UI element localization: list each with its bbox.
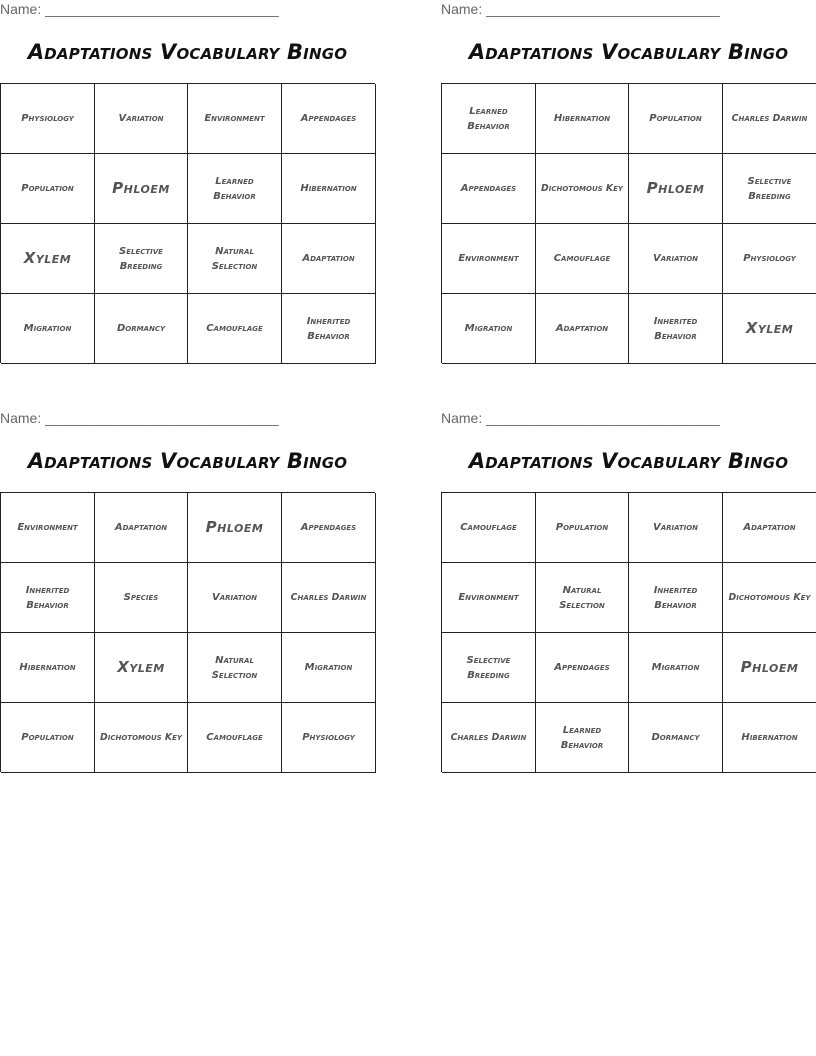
bingo-cell[interactable]: Adaptation bbox=[282, 224, 376, 294]
bingo-cell[interactable]: Camouflage bbox=[442, 493, 536, 563]
bingo-cell[interactable]: Phloem bbox=[95, 154, 188, 224]
bingo-cell[interactable]: Migration bbox=[282, 633, 376, 703]
bingo-cell[interactable]: Environment bbox=[1, 493, 95, 563]
bingo-cell[interactable]: Selective Breeding bbox=[723, 154, 816, 224]
bingo-cell[interactable]: Natural Selection bbox=[188, 224, 282, 294]
bingo-cell[interactable]: Learned Behavior bbox=[188, 154, 282, 224]
bingo-cell[interactable]: Dormancy bbox=[629, 703, 723, 773]
bingo-cell[interactable]: Inherited Behavior bbox=[1, 563, 95, 633]
bingo-cell[interactable]: Camouflage bbox=[188, 703, 282, 773]
bingo-cell[interactable]: Appendages bbox=[282, 84, 376, 154]
bingo-cell[interactable]: Phloem bbox=[629, 154, 723, 224]
bingo-cell[interactable]: Learned Behavior bbox=[536, 703, 629, 773]
bingo-cell[interactable]: Phloem bbox=[723, 633, 816, 703]
bingo-cell[interactable]: Adaptation bbox=[723, 493, 816, 563]
bingo-cell[interactable]: Learned Behavior bbox=[442, 84, 536, 154]
bingo-cell[interactable]: Hibernation bbox=[1, 633, 95, 703]
bingo-cell[interactable]: Environment bbox=[442, 563, 536, 633]
name-field[interactable]: Name: ______________________________ bbox=[0, 410, 279, 426]
bingo-cell[interactable]: Dichotomous Key bbox=[536, 154, 629, 224]
bingo-cell[interactable]: Charles Darwin bbox=[723, 84, 816, 154]
bingo-cell[interactable]: Species bbox=[95, 563, 188, 633]
bingo-cell[interactable]: Natural Selection bbox=[188, 633, 282, 703]
bingo-cell[interactable]: Hibernation bbox=[536, 84, 629, 154]
bingo-cell[interactable]: Environment bbox=[442, 224, 536, 294]
bingo-grid bbox=[0, 492, 375, 772]
bingo-cell[interactable]: Population bbox=[536, 493, 629, 563]
bingo-cell[interactable]: Camouflage bbox=[536, 224, 629, 294]
bingo-grid bbox=[441, 492, 816, 772]
bingo-cell[interactable]: Xylem bbox=[723, 294, 816, 364]
bingo-cell[interactable]: Population bbox=[1, 154, 95, 224]
bingo-cell[interactable]: Physiology bbox=[282, 703, 376, 773]
bingo-cell[interactable]: Selective Breeding bbox=[95, 224, 188, 294]
bingo-cell[interactable]: Inherited Behavior bbox=[629, 563, 723, 633]
bingo-cell[interactable]: Inherited Behavior bbox=[629, 294, 723, 364]
bingo-grid bbox=[441, 83, 816, 363]
bingo-cell[interactable]: Appendages bbox=[536, 633, 629, 703]
bingo-cell[interactable]: Variation bbox=[629, 224, 723, 294]
bingo-cell[interactable]: Charles Darwin bbox=[442, 703, 536, 773]
bingo-grid bbox=[0, 83, 375, 363]
bingo-cell[interactable]: Population bbox=[1, 703, 95, 773]
bingo-cell[interactable]: Adaptation bbox=[536, 294, 629, 364]
bingo-cell[interactable]: Variation bbox=[188, 563, 282, 633]
bingo-cell[interactable]: Dichotomous Key bbox=[723, 563, 816, 633]
bingo-cell[interactable]: Dichotomous Key bbox=[95, 703, 188, 773]
bingo-cell[interactable]: Physiology bbox=[1, 84, 95, 154]
bingo-cell[interactable]: Selective Breeding bbox=[442, 633, 536, 703]
card-title: Adaptations Vocabulary Bingo bbox=[468, 449, 789, 473]
name-field[interactable]: Name: ______________________________ bbox=[441, 410, 720, 426]
bingo-cell[interactable]: Migration bbox=[1, 294, 95, 364]
bingo-cell[interactable]: Natural Selection bbox=[536, 563, 629, 633]
card-title: Adaptations Vocabulary Bingo bbox=[468, 40, 789, 64]
bingo-cell[interactable]: Appendages bbox=[442, 154, 536, 224]
card-title: Adaptations Vocabulary Bingo bbox=[27, 449, 348, 473]
bingo-cell[interactable]: Variation bbox=[629, 493, 723, 563]
bingo-cell[interactable]: Environment bbox=[188, 84, 282, 154]
name-field[interactable]: Name: ______________________________ bbox=[0, 1, 279, 17]
bingo-cell[interactable]: Adaptation bbox=[95, 493, 188, 563]
bingo-cell[interactable]: Population bbox=[629, 84, 723, 154]
bingo-cell[interactable]: Inherited Behavior bbox=[282, 294, 376, 364]
bingo-cell[interactable]: Xylem bbox=[95, 633, 188, 703]
bingo-cell[interactable]: Appendages bbox=[282, 493, 376, 563]
bingo-cell[interactable]: Xylem bbox=[1, 224, 95, 294]
name-field[interactable]: Name: ______________________________ bbox=[441, 1, 720, 17]
bingo-cell[interactable]: Phloem bbox=[188, 493, 282, 563]
bingo-cell[interactable]: Migration bbox=[442, 294, 536, 364]
bingo-cell[interactable]: Migration bbox=[629, 633, 723, 703]
bingo-cell[interactable]: Physiology bbox=[723, 224, 816, 294]
bingo-cell[interactable]: Variation bbox=[95, 84, 188, 154]
bingo-cell[interactable]: Hibernation bbox=[282, 154, 376, 224]
bingo-cell[interactable]: Camouflage bbox=[188, 294, 282, 364]
bingo-cell[interactable]: Hibernation bbox=[723, 703, 816, 773]
card-title: Adaptations Vocabulary Bingo bbox=[27, 40, 348, 64]
bingo-cell[interactable]: Charles Darwin bbox=[282, 563, 376, 633]
bingo-cell[interactable]: Dormancy bbox=[95, 294, 188, 364]
